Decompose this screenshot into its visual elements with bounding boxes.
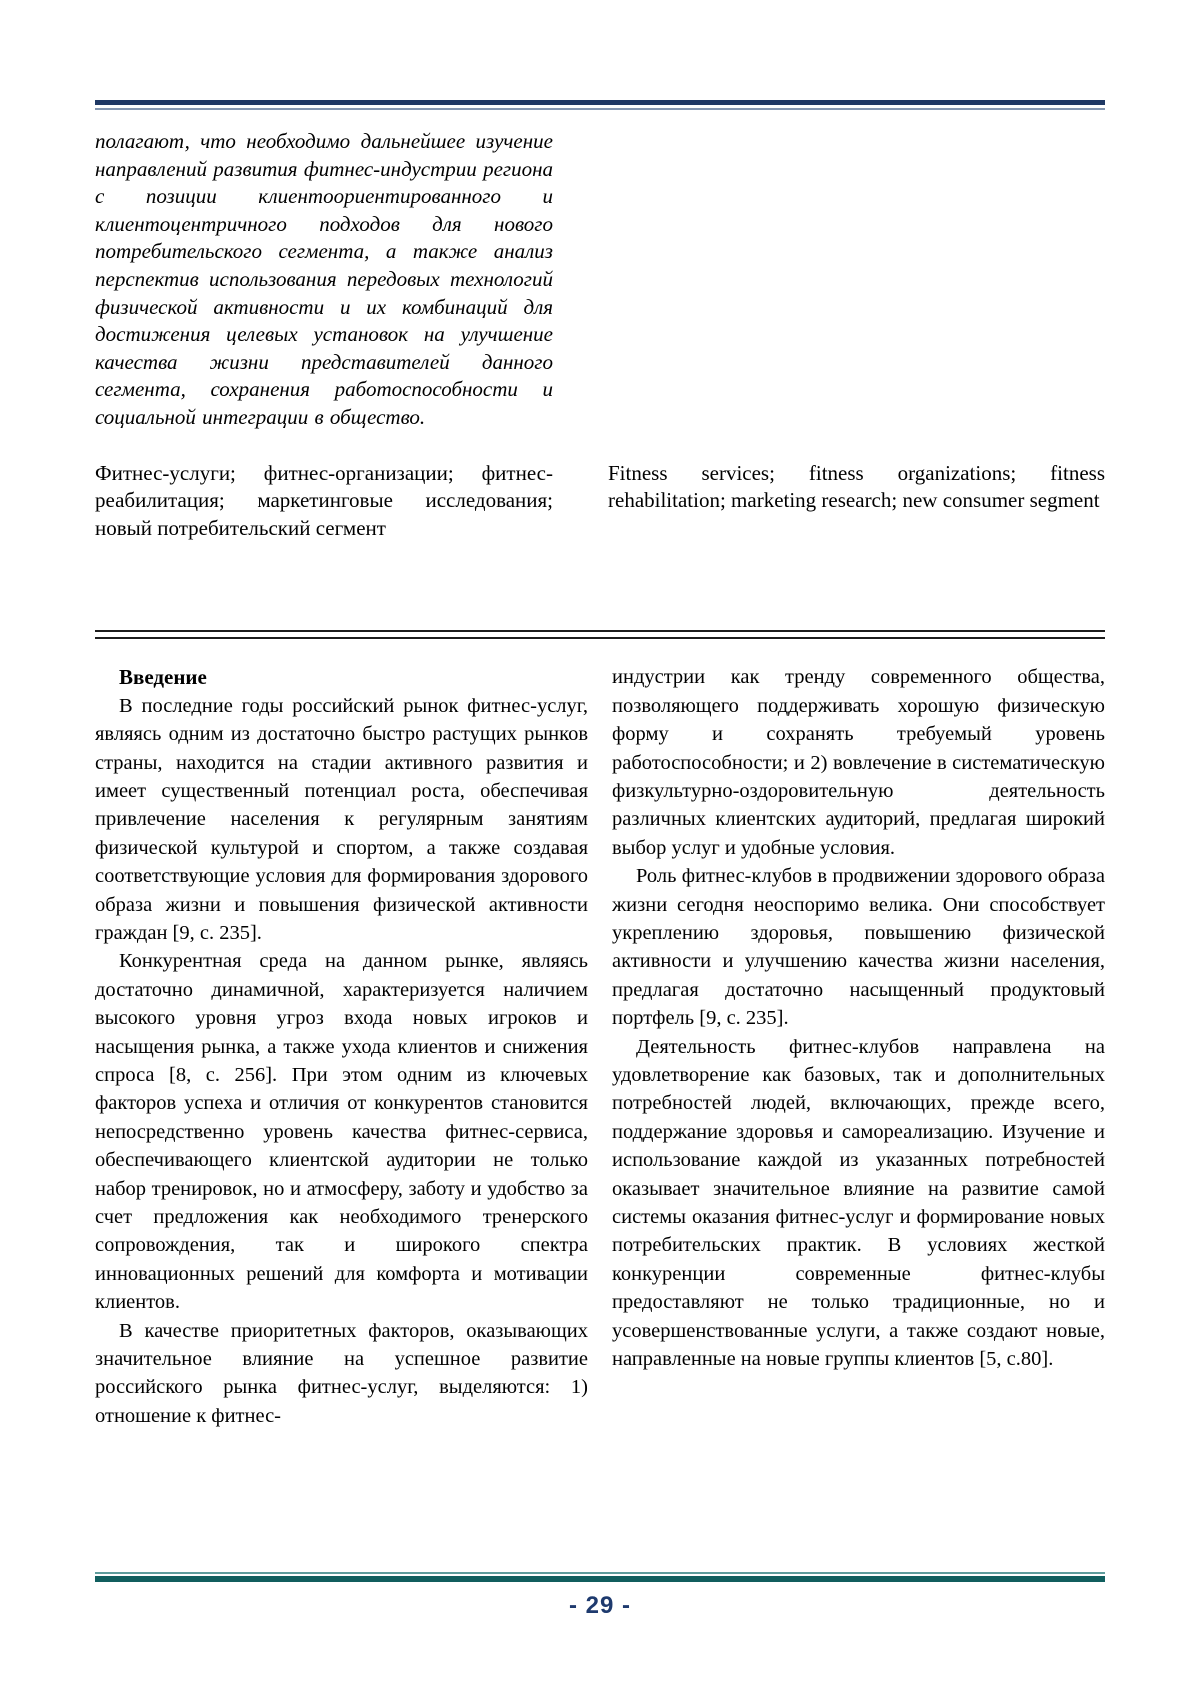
body-paragraph: Конкурентная среда на данном рынке, являясь достаточно динамичной, характеризуется наличием высокого уровня угроз входа новых игроков и насыщения рынка, а также ухода клиентов и снижения спроса [8, с. 256]. При этом одним из ключевых факторов успеха и отличия от конкурентов становится непосредственно уровень качества фитнес-сервиса, обеспечивающего клиентской аудитории не только набор тренировок, но и атмосферу, заботу и удобство за счет предложения как необходимого тренерского сопровождения, так и широкого спектра инновационных решений для комфорта и мотивации клиентов. (95, 950, 588, 1314)
body-paragraph: В последние годы российский рынок фитнес-услуг, являясь одним из достаточно быстро растущих рынков страны, находится на стадии активного развития и имеет существенный потенциал роста, обеспечивая привлечение населения к регулярным занятиям физической культурой и спортом, а также создавая соответствующие условия для формирования здорового образа жизни и повышения физической активности граждан [9, с. 235]. (95, 694, 588, 944)
footer-rule-thick-line (95, 1576, 1105, 1582)
section-divider (95, 630, 1105, 639)
keywords-russian: Фитнес-услуги; фитнес-организации; фитнес-реабилитация; маркетинговые исследования; новый потребительский сегмент (95, 460, 553, 540)
body-paragraph-continuation: индустрии как тренду современного общества, позволяющего поддерживать хорошую физическую форму и сохранять требуемый уровень работоспособности; и 2) вовлечение в систематическую физкультурно-оздоровительную деятельность различных клиентских аудиторий, предлагая широкий выбор услуг и удобные условия. (612, 666, 1105, 859)
body-right-column (612, 663, 1105, 1430)
abstract-section (95, 128, 1105, 432)
header-rule-thin-line (95, 108, 1105, 110)
header-rule-thick-line (95, 100, 1105, 105)
body-paragraph: В качестве приоритетных факторов, оказывающих значительное влияние на успешное развитие российского рынка фитнес-услуг, выделяются: 1) отношение к фитнес- (95, 1319, 588, 1427)
page-number: - 29 - (568, 1592, 631, 1619)
introduction-heading: Введение (119, 665, 207, 690)
abstract-right-spacer (608, 128, 1105, 432)
body-left-column (95, 663, 588, 1430)
body-paragraph: Роль фитнес-клубов в продвижении здорового образа жизни сегодня неоспоримо велика. Они способствует укреплению здоровья, повышению физической активности и улучшению качества жизни населения, предлагая достаточно насыщенный продуктовый портфель [9, с. 235]. (612, 865, 1105, 1030)
body-text-section (95, 663, 1105, 1430)
section-divider-line-bottom (95, 637, 1105, 639)
footer-rule (95, 1572, 1105, 1582)
abstract-continuation-text: полагают, что необходимо дальнейшее изучение направлений развития фитнес-индустрии региона с позиции клиентоориентированного и клиентоцентричного подходов для нового потребительского сегмента, а также анализ перспектив использования передовых технологий физической активности и их комбинаций для достижения целевых установок на улучшение качества жизни представителей данного сегмента, сохранения работоспособности и социальной интеграции в общество. (95, 129, 553, 429)
header-rule (95, 100, 1105, 110)
body-paragraph: Деятельность фитнес-клубов направлена на удовлетворение как базовых, так и дополнительных потребностей людей, включающих, прежде всего, поддержание здоровья и самореализацию. Изучение и использование каждой из указанных потребностей оказывает значительное влияние на развитие самой системы оказания фитнес-услуг и формирование новых потребительских практик. В условиях жесткой конкуренции современные фитнес-клубы предоставляют не только традиционные, но и усовершенствованные услуги, а также создают новые, направленные на новые группы клиентов [5, с.80]. (612, 1035, 1105, 1371)
section-divider-line-top (95, 630, 1105, 632)
footer-rule-thin-line (95, 1572, 1105, 1574)
keywords-english: Fitness services; fitness organizations; fitness rehabilitation; marketing research; new consumer segment (608, 460, 1105, 513)
keywords-section (95, 460, 1105, 543)
